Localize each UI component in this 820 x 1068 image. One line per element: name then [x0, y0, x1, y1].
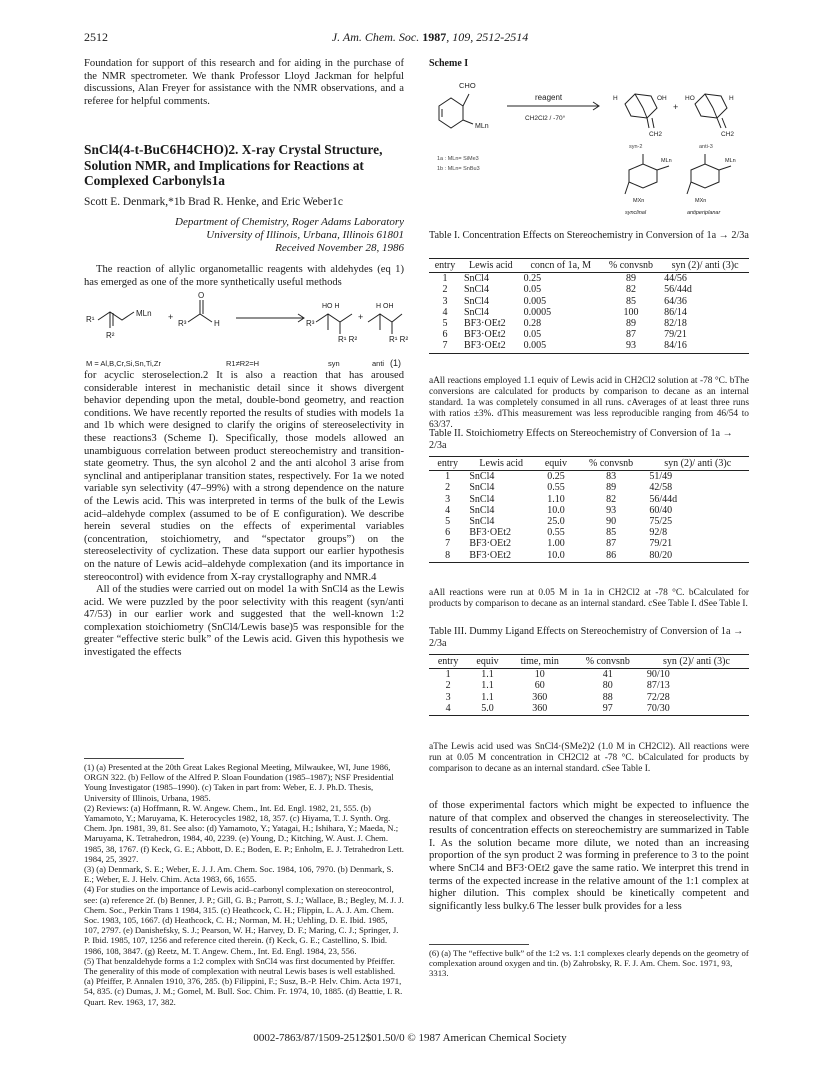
svg-text:R³: R³ — [306, 319, 315, 328]
svg-text:MXn: MXn — [695, 198, 707, 204]
svg-text:MLn: MLn — [725, 158, 736, 164]
equation-substituents: R1≠R2=H — [226, 359, 260, 368]
footnotes-right — [429, 948, 749, 979]
svg-text:R¹: R¹ — [86, 315, 95, 324]
table-row: 2 1.1 60 80 87/13 — [445, 680, 670, 692]
svg-text:1b : MLn= SnBu3: 1b : MLn= SnBu3 — [437, 166, 480, 172]
table-row: 3 SnCl4 0.005 85 64/36 — [442, 295, 687, 307]
body-paragraph-2: for acyclic steroselection.2 It is also a reaction that has aroused considerable interest in mechanistic detail since it shows divergent behavior depending upon the metal, double-bond geometry, and reaction conditions. We have recently reported the results of studies with models 1a and 1b which were designed to clarify the origins of stereoselectivity in these reactions3 (Scheme I). Specifically, those models allowed an unambiguous correlation between product stereochemistry and transition-state geometry. Thus, the syn alcohol 2 and the anti alcohol 3 arise from synclinal and antiperiplanar transition states, respectively. For 1a we noted variable syn selectivity (47–99%) with a strong dependence on the nature of the Lewis acid. This was interpreted in terms of the bulk of the Lewis acid–aldehyde complex (assumed to be of E configuration). We describe herein several studies on the effects of experimental variables (concentration, stoichiometry, and “spectator groups”) on the stereoselectivity of cyclization. These data support our earlier hypothesis on the nature of Lewis acid–aldehyde complexation (and its importance in stereocontrol) with evidence from X-ray crystallography and NMR.4 All of the studies were carried out on model 1a with SnCl4 as the Lewis acid. We were puzzled by the poor selectivity with this reagent (syn/anti 47/53) in our earlier work and suggested that the well-known 1:2 complexation stoichiometry (SnCl4/Lewis base)5 was responsible for the greater “effective steric bulk” of the Lewis acid. Given this hypothesis we investigated the effects — [84, 370, 404, 659]
table-row: 5 SnCl4 25.0 90 75/25 — [445, 516, 673, 528]
table-row: 1 SnCl4 0.25 89 44/56 — [442, 273, 687, 285]
equation-anti-label: anti — [372, 359, 385, 368]
table-1-header: concn of 1a, M — [521, 259, 601, 273]
footnote-3: (3) (a) Denmark, S. E.; Weber, E. J. J. Am. Chem. Soc. 1984, 106, 7970. (b) Denmark, S. E.; Weber, E. J. Helv. Chim. Acta 1983, 66, 1655. — [84, 864, 394, 885]
table-2-header: entry — [429, 457, 466, 471]
page-footer: 0002-7863/87/1509-2512$01.50/0 © 1987 American Chemical Society — [253, 1032, 567, 1044]
table-3-caption: Table III. Dummy Ligand Effects on Stereochemistry of Conversion of 1a → 2/3a — [429, 626, 744, 649]
footnote-4: (4) For studies on the importance of Lewis acid–carbonyl complexation on stereocontrol, see: (a) reference 2f. (b) Benner, J. P.; Gill, G. B.; Parrott, S. J.; Wallace, B.; Begley, M. J. J. Chem. Soc., Perkin Trans 1 1984, 315. (c) Heathcock, C. H.; Flippin, L. A. J. Am. Chem. Soc. 1983, 105, 1667. (d) Heathcock, C. H.; Norman, M. H.; Uehling, D. E. Ibid. 1985, 107, 2797. (e) Danishefsky, S. J.; Pearson, W. H.; Harvey, D. F.; Maring, C. J.; Springer, J. P. Ibid. 1985, 107, 1256 and reference cited therein. (f) Keck, G. E.; Castellino, S. Ibid. 1986, 108, 3847. (g) Reetz, M. T. Angew. Chem., Int. Ed. Engl. 1984, 23, 556. — [84, 884, 404, 956]
table-row: 6 BF3·OEt2 0.05 87 79/21 — [442, 329, 687, 341]
table-3-header: entry — [429, 655, 467, 669]
acknowledgment: Foundation for support of this research and for aiding in the purchase of the NMR spectrometer. We thank Professor Lloyd Jackman for helpful discussions, Alan Freyer for assistance with the NMR observations, and a referee for helpful comments. — [84, 58, 404, 107]
footnote-2: (2) Reviews: (a) Hoffmann, R. W. Angew. Chem., Int. Ed. Engl. 1982, 21, 555. (b) Yamamoto, Y.; Maruyama, K. Heterocycles 1982, 18, 357. (c) Hiyama, T. J. Synth. Org. Chem. Jpn. 1981, 39, 81. See also: (d) Yamamoto, Y.; Yatagai, H.; Ishihara, Y.; Maeda, N.; Maruyama, K. Tetrahedron, 1984, 40, 2239. (e) Young, D.; Kitching, W. Aust. J. Chem. 1985, 38, 1767. (f) Keck, G. E.; Abbott, D. E.; Boden, E. P.; Enholm, E. J. Tetrahedron Lett. 1984, 25, 3927. — [84, 802, 404, 864]
table-2-header: Lewis acid — [466, 457, 536, 471]
table-1-header: Lewis acid — [461, 259, 521, 273]
equation-syn-label: syn — [328, 359, 340, 368]
table-row: 5 BF3·OEt2 0.28 89 82/18 — [442, 318, 687, 330]
svg-text:CH2: CH2 — [649, 131, 663, 138]
table-2 — [429, 456, 749, 563]
table-row: 1 1.1 10 41 90/10 — [445, 669, 670, 681]
footnote-5: (5) That benzaldehyde forms a 1:2 complex with SnCl4 was first documented by Pfeiffer. The generality of this mode of complexation with neutral Lewis bases is well established. (a) Pfeiffer, P. Annalen 1910, 376, 285. (b) Filippini, F.; Susz, B.-P. Helv. Chim. Acta 1971, 54, 835. (c) Dumas, J. M.; Gomel, M. Bull. Soc. Chim. Fr. 1974, 10, 1885. (d) Beattie, I. R. Quart. Rev. 1963, 17, 382. — [84, 955, 403, 1007]
equation-1-figure — [84, 291, 409, 372]
running-header: J. Am. Chem. Soc. 1987, 109, 2512-2514 — [331, 30, 529, 44]
affiliation-line-2: University of Illinois, Urbana, Illinois 61801 — [206, 229, 404, 241]
table-row: 4 SnCl4 0.0005 100 86/14 — [442, 306, 687, 318]
table-2-header: equiv — [536, 457, 576, 471]
table-row: 4 5.0 360 97 70/30 — [429, 703, 749, 716]
table-2-header: % convsnb — [576, 457, 647, 471]
svg-text:OH: OH — [657, 95, 667, 102]
table-row: 4 SnCl4 10.0 93 60/40 — [445, 504, 673, 516]
received-date: Received November 28, 1986 — [275, 242, 404, 254]
svg-text:H: H — [214, 319, 220, 328]
table-3-header: time, min — [508, 655, 572, 669]
svg-text:HO H: HO H — [322, 303, 340, 310]
svg-text:H: H — [613, 95, 618, 102]
table-row: 8 BF3·OEt2 10.0 86 80/20 — [429, 550, 749, 563]
table-row: 3 1.1 360 88 72/28 — [445, 691, 670, 703]
svg-text:syn-2: syn-2 — [629, 144, 643, 150]
table-row: 2 SnCl4 0.55 89 42/58 — [445, 482, 673, 494]
svg-text:anti-3: anti-3 — [699, 144, 713, 150]
svg-text:reagent: reagent — [535, 93, 563, 102]
svg-text:R³: R³ — [178, 319, 187, 328]
svg-text:MLn: MLn — [136, 309, 152, 318]
svg-text:synclinal: synclinal — [625, 210, 647, 216]
table-1-notes: aAll reactions employed 1.1 equiv of Lewis acid in CH2Cl2 solution at -78 °C. bThe conversions are calculated for products by comparison to decane as an internal standard. 1a was completely consumed in all runs. cAverages of at least three runs with ratios ±3%. dThis measurement was less reproducible ranging from 46/54 to 63/37. — [429, 376, 749, 430]
svg-text:+: + — [358, 312, 364, 322]
footnote-6: (6) (a) The “effective bulk” of the 1:2 vs. 1:1 complexes clearly depends on the geometry of complexation around oxygen and tin. (b) Zahrobsky, R. F. J. Am. Chem. Soc. 1971, 93, 3313. — [429, 948, 749, 979]
svg-text:+: + — [673, 102, 679, 112]
footnote-rule — [429, 944, 529, 945]
table-1-header: % convsnb — [601, 259, 661, 273]
table-row: 7 BF3·OEt2 0.005 93 84/16 — [429, 340, 749, 353]
table-3-header: equiv — [467, 655, 508, 669]
table-row: 6 BF3·OEt2 0.55 85 92/8 — [445, 527, 668, 539]
svg-text:antiperiplanar: antiperiplanar — [687, 210, 721, 216]
journal-volume-pages: 109, 2512-2514 — [452, 30, 529, 44]
svg-text:H: H — [729, 95, 734, 102]
svg-text:MLn: MLn — [475, 123, 489, 130]
footnote-rule — [84, 758, 184, 759]
table-row: 2 SnCl4 0.05 82 56/44d — [442, 284, 692, 296]
footnotes-left — [84, 762, 404, 1007]
svg-text:CH2: CH2 — [721, 131, 735, 138]
scheme-1-figure — [429, 70, 749, 220]
table-3-notes: aThe Lewis acid used was SnCl4·(SMe2)2 (1.0 M in CH2Cl2). All reactions were run at 0.05 M concentration in CH2Cl2 at -78 °C. bCalculated for products by comparison to decane as an internal standard. cSee Table I. — [429, 742, 749, 774]
equation-number: (1) — [390, 358, 401, 368]
table-2-notes: aAll reactions were run at 0.05 M in 1a in CH2Cl2 at -78 °C. bCalculated for products by comparison to decane as an internal standard. cSee Table I. dSee Table I. — [429, 588, 749, 609]
table-3-header: syn (2)/ anti (3)c — [644, 655, 749, 669]
footnote-1: (1) (a) Presented at the 20th Great Lakes Regional Meeting, Milwaukee, WI, June 1986, ORGN 322. (b) Fellow of the Alfred P. Sloan Foundation (1985–1987); NSF Presidential Young Investigator (1985–1990). (c) Taken in part from: Weber, E. J. Ph.D. Thesis, University of Illinois, Urbana, 1985. — [84, 762, 394, 803]
article-authors: Scott E. Denmark,*1b Brad R. Henke, and Eric Weber1c — [84, 196, 343, 208]
svg-text:R¹ R²: R¹ R² — [389, 335, 409, 344]
table-1-header: entry — [429, 259, 461, 273]
equation-metals: M = Al,B,Cr,Si,Sn,Ti,Zr — [86, 359, 161, 368]
svg-text:MLn: MLn — [661, 158, 672, 164]
body-right-paragraph: of those experimental factors which might be expected to influence the nature of that complex and observed the changes in stereoselectivity. The results of concentration effects on stereochemistry are summarized in Table I. As the solution became more dilute, we noted than an increasing proportion of the syn product 2 was forming in preference to 3 to the point where SnCl4 and BF3·OEt2 gave the same ratio. We interpret this trend in terms of the expected increase in the relative amount of the 1:1 complex at higher dilution. This complex should be kinetically competent and significantly less bulky.6 The lesser bulk provides for a less — [429, 800, 749, 912]
table-1-header: syn (2)/ anti (3)c — [661, 259, 749, 273]
svg-text:R²: R² — [106, 331, 115, 340]
affiliation — [84, 216, 404, 255]
table-1-caption: Table I. Concentration Effects on Stereochemistry in Conversion of 1a → 2/3a — [429, 230, 749, 241]
table-3-header: % convsnb — [572, 655, 644, 669]
svg-text:H OH: H OH — [376, 303, 394, 310]
table-row: 3 SnCl4 1.10 82 56/44d — [445, 493, 678, 505]
table-2-header: syn (2)/ anti (3)c — [646, 457, 749, 471]
svg-text:HO: HO — [685, 95, 695, 102]
svg-text:R¹ R²: R¹ R² — [338, 335, 358, 344]
svg-text:+: + — [168, 312, 174, 322]
svg-text:1a : MLn= SiMe3: 1a : MLn= SiMe3 — [437, 156, 479, 162]
table-3 — [429, 654, 749, 716]
scheme-title: Scheme I — [429, 58, 469, 69]
table-2-caption: Table II. Stoichiometry Effects on Stereochemistry of Conversion of 1a → 2/3a — [429, 428, 733, 451]
journal-year: 1987 — [422, 30, 447, 44]
svg-text:CHO: CHO — [459, 81, 476, 90]
article-title: SnCl4(4-t-BuC6H4CHO)2. X-ray Crystal Structure, Solution NMR, and Implications for Reactions at Complexed Carbonyls1a — [84, 142, 383, 188]
page-number: 2512 — [84, 30, 108, 44]
svg-text:O: O — [198, 291, 205, 300]
svg-text:MXn: MXn — [633, 198, 645, 204]
body-paragraph-1: The reaction of allylic organometallic reagents with aldehydes (eq 1) has emerged as one of the more synthetically useful methods — [84, 264, 404, 288]
journal-name: J. Am. Chem. Soc. — [331, 30, 420, 44]
table-row: 1 SnCl4 0.25 83 51/49 — [445, 471, 673, 483]
svg-text:CH2Cl2 / -70°: CH2Cl2 / -70° — [525, 115, 566, 122]
table-row: 7 BF3·OEt2 1.00 87 79/21 — [445, 538, 673, 550]
affiliation-line-1: Department of Chemistry, Roger Adams Laboratory — [175, 216, 404, 228]
table-1 — [429, 258, 749, 354]
